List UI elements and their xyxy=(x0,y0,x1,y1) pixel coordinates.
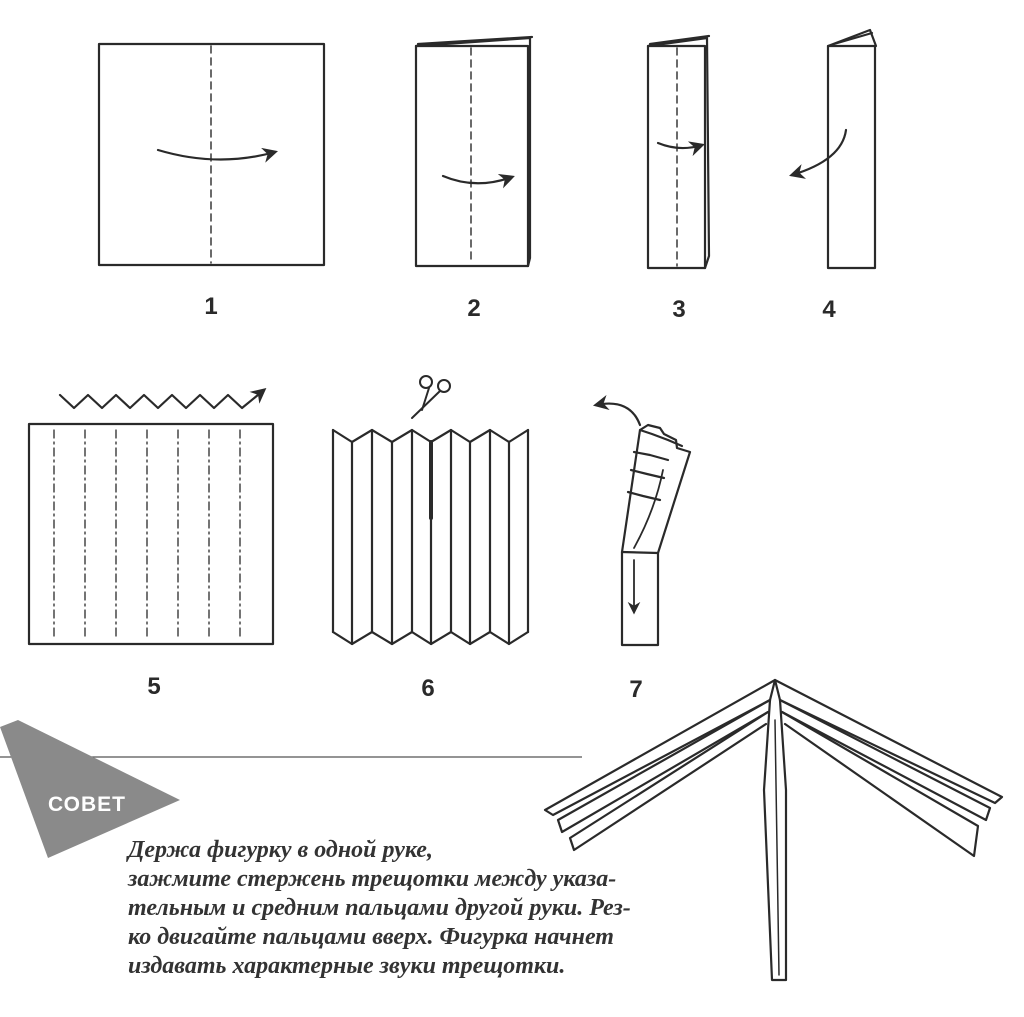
tip-text xyxy=(128,836,788,981)
fold-arrow-icon xyxy=(792,130,846,175)
step-number-1: 1 xyxy=(204,293,218,320)
step-number-7: 7 xyxy=(629,676,643,703)
step-3-diagram xyxy=(648,36,709,268)
tip-line: издавать характерные звуки трещотки. xyxy=(128,953,566,979)
tip-label: СОВЕТ xyxy=(48,793,126,816)
step-2-diagram xyxy=(416,37,532,266)
step-number-6: 6 xyxy=(421,675,435,702)
fold-arrow-icon xyxy=(158,150,275,160)
tip-line: зажмите стержень трещотки между указа- xyxy=(128,866,617,892)
step-1-diagram xyxy=(99,44,324,265)
step-number-3: 3 xyxy=(672,296,686,323)
step-6-diagram xyxy=(333,376,528,644)
tip-line: Держа фигурку в одной руке, xyxy=(128,837,433,863)
tip-line: ко двигайте пальцами вверх. Фигурка начнет xyxy=(128,924,614,950)
step-4-diagram xyxy=(792,30,876,268)
tip-line: тельным и средним пальцами другой руки. Рез- xyxy=(128,895,631,921)
step-5-diagram xyxy=(29,390,273,644)
fold-arrow-icon xyxy=(443,176,512,183)
zigzag-arrow-icon xyxy=(60,390,264,408)
step-number-4: 4 xyxy=(822,296,836,323)
scissors-icon xyxy=(412,376,450,418)
step-7-diagram xyxy=(596,404,690,645)
step-number-2: 2 xyxy=(467,295,481,322)
step-number-5: 5 xyxy=(147,673,161,700)
fold-arrow-icon xyxy=(658,143,702,148)
fold-arrow-icon xyxy=(596,404,640,425)
